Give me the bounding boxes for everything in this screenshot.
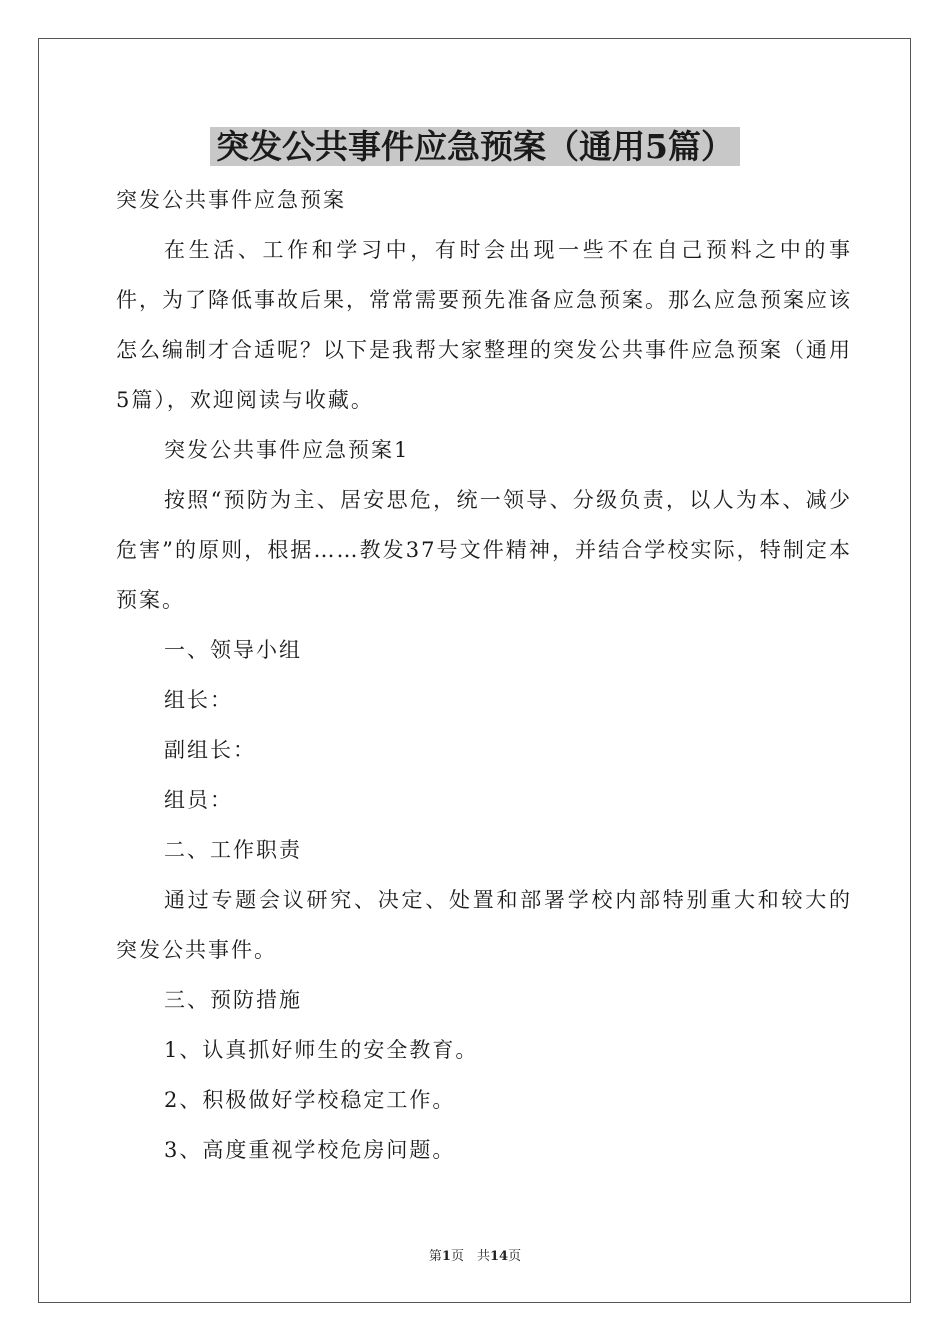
footer-total-pages: 14 xyxy=(489,1249,509,1264)
paragraph: 副组长： xyxy=(164,738,256,762)
paragraph: 突发公共事件应急预案 xyxy=(116,188,346,212)
paragraph: 通过专题会议研究、决定、处置和部署学校内部特别重大和较大的突发公共事件。 xyxy=(116,888,852,962)
paragraph: 3、高度重视学校危房问题。 xyxy=(164,1138,456,1162)
paragraph: 突发公共事件应急预案1 xyxy=(164,438,410,462)
document-title xyxy=(0,124,950,170)
footer-suffix: 页 xyxy=(508,1249,522,1264)
footer-prefix: 第 xyxy=(428,1249,442,1264)
document-body xyxy=(116,175,852,1175)
paragraph: 二、工作职责 xyxy=(164,838,302,862)
paragraph: 2、积极做好学校稳定工作。 xyxy=(164,1088,456,1112)
paragraph: 在生活、工作和学习中，有时会出现一些不在自己预料之中的事件，为了降低事故后果，常常需要预先准备应急预案。那么应急预案应该怎么编制才合适呢？以下是我帮大家整理的突发公共事件应急预案（通用5篇），欢迎阅读与收藏。 xyxy=(116,238,852,412)
paragraph: 按照“预防为主、居安思危，统一领导、分级负责，以人为本、减少危害”的原则，根据……教发37号文件精神，并结合学校实际，特制定本预案。 xyxy=(116,488,852,612)
paragraph: 一、领导小组 xyxy=(164,638,302,662)
paragraph: 1、认真抓好师生的安全教育。 xyxy=(164,1038,479,1062)
paragraph: 三、预防措施 xyxy=(164,988,302,1012)
paragraph: 组员： xyxy=(164,788,233,812)
document-title-text: 突发公共事件应急预案（通用5篇） xyxy=(210,127,740,166)
footer-mid: 页 共 xyxy=(450,1249,490,1264)
paragraph: 组长： xyxy=(164,688,233,712)
footer-page-number: 1 xyxy=(441,1249,451,1264)
page-footer xyxy=(0,1248,950,1266)
